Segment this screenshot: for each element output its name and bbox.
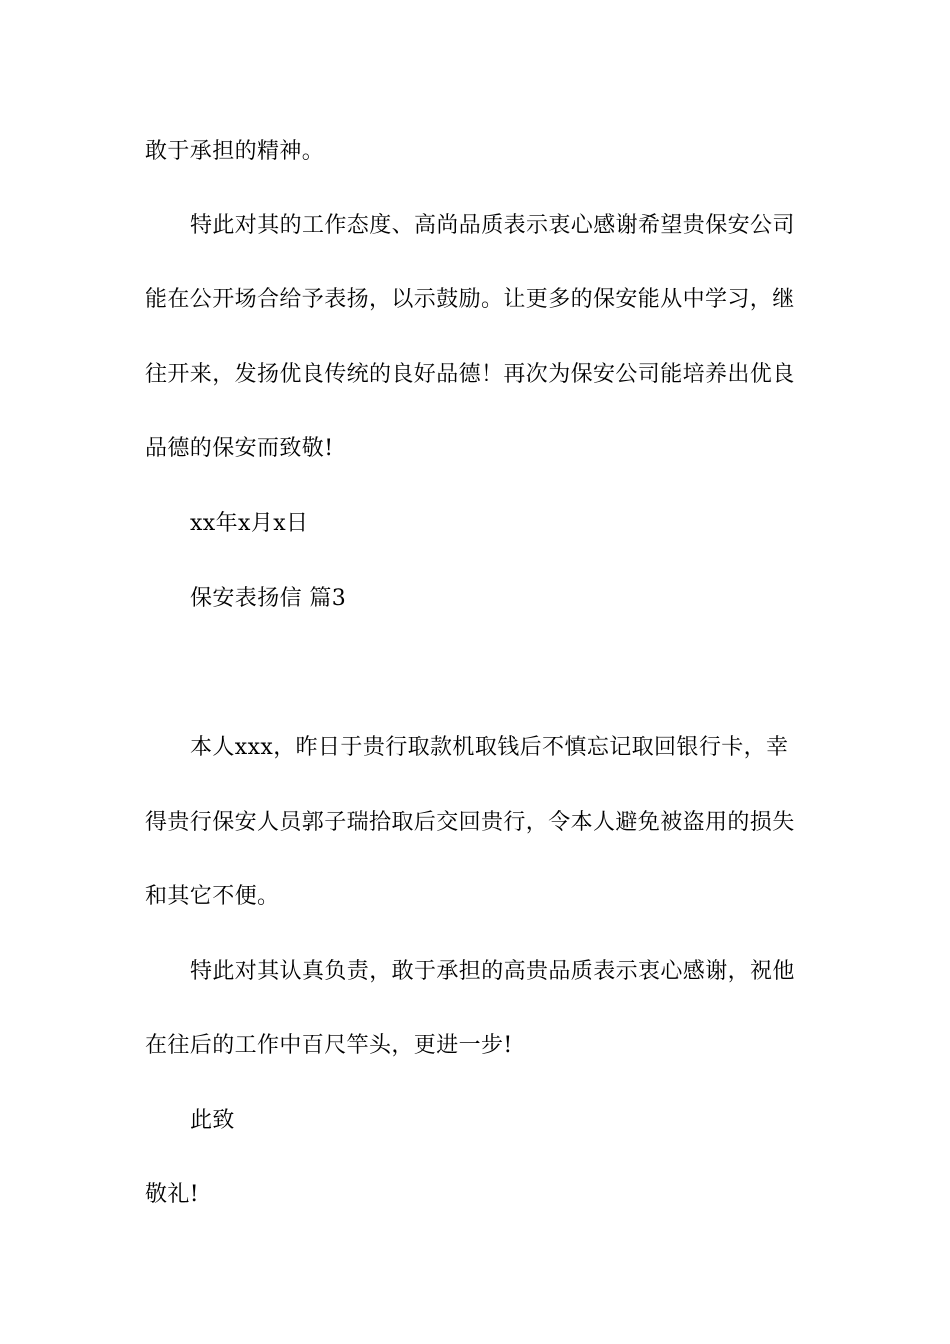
- paragraph-line: 得贵行保安人员郭子瑞拾取后交回贵行，令本人避免被盗用的损失: [145, 810, 795, 835]
- paragraph-line: 特此对其认真负责，敢于承担的高贵品质表示衷心感谢，祝他: [190, 959, 795, 984]
- paragraph-line: 往开来，发扬优良传统的良好品德！再次为保安公司能培养出优良: [145, 362, 795, 387]
- paragraph-line: 能在公开场合给予表扬，以示鼓励。让更多的保安能从中学习，继: [145, 287, 795, 312]
- date-line: xx年x月x日: [190, 511, 309, 536]
- paragraph-line: 敢于承担的精神。: [145, 139, 325, 164]
- paragraph-line: 品德的保安而致敬!: [145, 436, 334, 461]
- section-heading: 保安表扬信 篇3: [190, 586, 347, 611]
- paragraph-line: 本人xxx，昨日于贵行取款机取钱后不慎忘记取回银行卡，幸: [190, 735, 789, 760]
- paragraph-line: 和其它不便。: [145, 884, 280, 909]
- closing-line: 此致: [190, 1108, 235, 1133]
- paragraph-line: 在往后的工作中百尺竿头，更进一步!: [145, 1033, 513, 1058]
- salutation-line: 敬礼!: [145, 1182, 200, 1207]
- paragraph-line: 特此对其的工作态度、高尚品质表示衷心感谢希望贵保安公司: [190, 213, 795, 238]
